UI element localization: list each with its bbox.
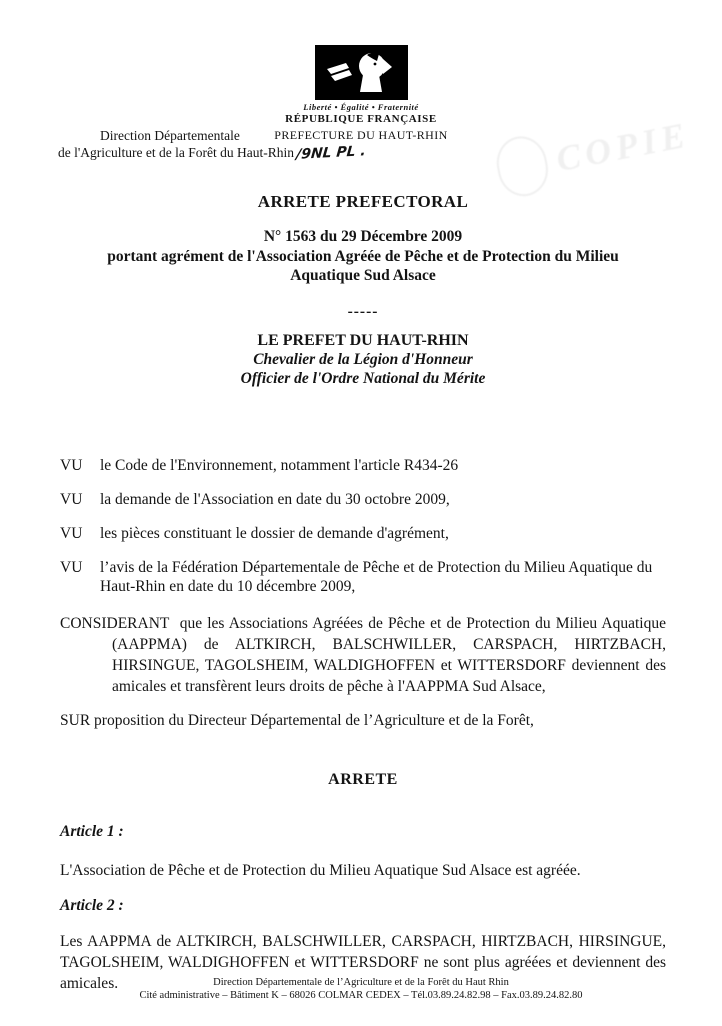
- vu-text: les pièces constituant le dossier de demande d'agrément,: [100, 525, 449, 542]
- vu-text: le Code de l'Environnement, notamment l'article R434-26: [100, 457, 459, 474]
- vu-label: VU: [60, 559, 83, 576]
- article-1-text: L'Association de Pêche et de Protection du Milieu Aquatique Sud Alsace est agréée.: [60, 862, 581, 879]
- article-2-text: Les AAPPMA de ALTKIRCH, BALSCHWILLER, CARSPACH, HIRTZBACH, HIRSINGUE, TAGOLSHEIM, WALDIGHOFFEN et WITTERSDORF ne sont plus agréées et deviennent des amicales.: [60, 933, 666, 992]
- vu-label: VU: [60, 491, 83, 508]
- sur-text: proposition du Directeur Départemental de l’Agriculture et de la Forêt,: [94, 712, 534, 729]
- prefect-title: LE PREFET DU HAUT-RHIN: [257, 332, 469, 349]
- decree-subject: portant agrément de l'Association Agréée de Pêche et de Protection du Milieu Aquatique Sud Alsace: [107, 248, 619, 284]
- document-footer: [0, 977, 722, 1002]
- marianne-logo: [315, 45, 408, 100]
- decree-title: ARRETE PREFECTORAL: [257, 192, 469, 211]
- sur-label: SUR: [60, 712, 91, 729]
- marianne-logo-graphic: [315, 45, 408, 100]
- footer-line2: Cité administrative – Bâtiment K – 68026 COLMAR CEDEX – Tél.03.89.24.82.98 – Fax.03.89.24.82.80: [139, 989, 583, 1001]
- vu-label: VU: [60, 457, 83, 474]
- vu-text: l’avis de la Fédération Départementale de Pêche et de Protection du Milieu Aquatique du Haut-Rhin en date du 10 décembre 2009,: [100, 559, 653, 595]
- vu-text: la demande de l'Association en date du 30 octobre 2009,: [100, 491, 450, 508]
- decree-body: [60, 192, 666, 994]
- handwritten-annotation: /9NL PL .: [295, 143, 367, 163]
- stamp-text: COPIE: [552, 114, 694, 180]
- considerant-label: CONSIDERANT: [60, 615, 170, 632]
- direction-line2-row: [58, 144, 366, 162]
- vu-clause-2: [60, 490, 666, 509]
- vu-clause-4: [60, 558, 666, 596]
- considerant-clause: [60, 613, 666, 697]
- issuing-direction: [58, 127, 366, 162]
- direction-line1: Direction Départementale: [100, 128, 240, 143]
- republic-label: RÉPUBLIQUE FRANÇAISE: [285, 113, 437, 125]
- separator-dashes: -----: [347, 303, 379, 320]
- prefecture-label: PREFECTURE DU HAUT-RHIN: [274, 128, 448, 142]
- decree-number: N° 1563 du 29 Décembre 2009: [263, 228, 463, 245]
- footer-line1: Direction Départementale de l’Agriculture et de la Forêt du Haut Rhin: [213, 977, 509, 988]
- article-1-label: Article 1 :: [60, 823, 124, 840]
- vu-clause-1: [60, 456, 666, 475]
- vu-clause-3: [60, 524, 666, 543]
- prefect-block: [60, 331, 666, 388]
- direction-line2: de l'Agriculture et de la Forêt du Haut-Rhin: [58, 145, 294, 160]
- national-motto: Liberté • Égalité • Fraternité: [303, 102, 419, 112]
- article-2-label: Article 2 :: [60, 897, 124, 914]
- arrete-heading: ARRETE: [328, 771, 398, 788]
- vu-label: VU: [60, 525, 83, 542]
- sur-clause: [60, 711, 666, 730]
- prefect-honor-2: Officier de l'Ordre National du Mérite: [240, 370, 486, 387]
- recitals: [60, 456, 666, 730]
- prefect-honor-1: Chevalier de la Légion d'Honneur: [253, 351, 473, 368]
- considerant-text: que les Associations Agréées de Pêche et de Protection du Milieu Aquatique (AAPPMA) de ALTKIRCH, BALSCHWILLER, CARSPACH, HIRTZBACH, HIRSINGUE, TAGOLSHEIM, WALDIGHOFFEN et WITTERSDORF deviennent des amicales et transfèrent leurs droits de pêche à l'AAPPMA Sud Alsace,: [112, 615, 666, 695]
